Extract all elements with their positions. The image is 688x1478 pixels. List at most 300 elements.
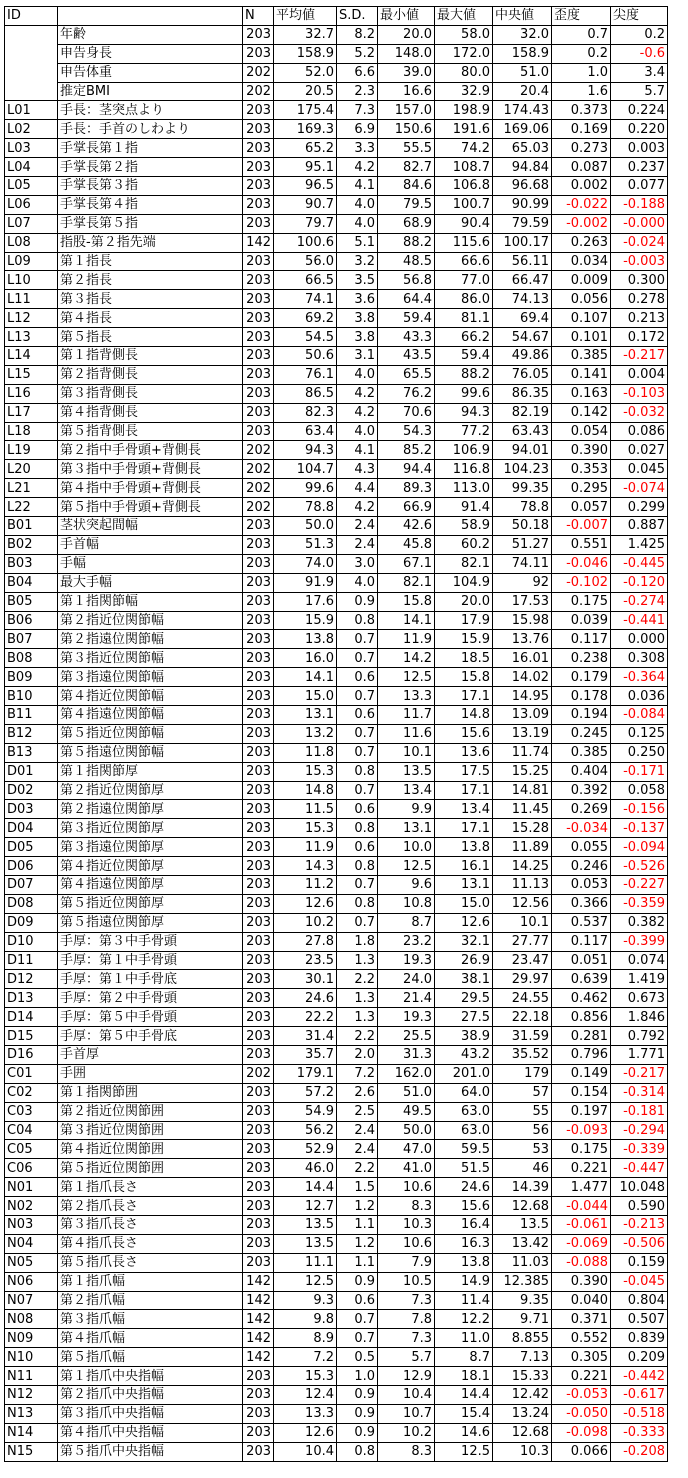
cell-sd: 0.7: [337, 875, 378, 894]
cell-sd: 3.1: [337, 347, 378, 366]
cell-kurtosis: -0.084: [611, 705, 668, 724]
cell-id: L19: [5, 441, 58, 460]
cell-kurtosis: 5.7: [611, 82, 668, 101]
table-row: [5, 1272, 668, 1291]
table-row: [5, 800, 668, 819]
cell-max: 113.0: [435, 479, 493, 498]
cell-id: [5, 25, 58, 44]
cell-n: 203: [243, 932, 274, 951]
cell-skewness: 0.175: [552, 1140, 611, 1159]
header-cell-min: 最小値: [378, 7, 435, 26]
cell-sd: 0.8: [337, 894, 378, 913]
cell-skewness: 0.269: [552, 800, 611, 819]
cell-min: 47.0: [378, 1140, 435, 1159]
cell-max: 18.1: [435, 1367, 493, 1386]
cell-name: 第２指背側長: [58, 365, 243, 384]
cell-median: 169.06: [493, 120, 552, 139]
cell-sd: 5.2: [337, 44, 378, 63]
cell-sd: 0.6: [337, 668, 378, 687]
table-row: [5, 120, 668, 139]
cell-sd: 1.5: [337, 1178, 378, 1197]
cell-min: 13.4: [378, 781, 435, 800]
cell-name: 手厚：第１中手骨底: [58, 970, 243, 989]
cell-sd: 4.0: [337, 365, 378, 384]
cell-id: D11: [5, 951, 58, 970]
cell-n: 203: [243, 1140, 274, 1159]
cell-max: 13.6: [435, 743, 493, 762]
table-row: [5, 1121, 668, 1140]
cell-id: B08: [5, 649, 58, 668]
cell-sd: 2.4: [337, 535, 378, 554]
cell-median: 35.52: [493, 1045, 552, 1064]
cell-name: 第４指爪中央指幅: [58, 1423, 243, 1442]
cell-name: 第５指長: [58, 328, 243, 347]
cell-max: 16.4: [435, 1216, 493, 1235]
cell-median: 100.17: [493, 233, 552, 252]
cell-mean: 46.0: [274, 1159, 337, 1178]
cell-max: 115.6: [435, 233, 493, 252]
cell-kurtosis: -0.094: [611, 838, 668, 857]
cell-kurtosis: 0.224: [611, 101, 668, 120]
cell-min: 11.9: [378, 630, 435, 649]
cell-max: 14.8: [435, 705, 493, 724]
cell-max: 116.8: [435, 460, 493, 479]
cell-sd: 2.4: [337, 1140, 378, 1159]
cell-id: [5, 44, 58, 63]
cell-skewness: 0.051: [552, 951, 611, 970]
cell-name: 年齢: [58, 25, 243, 44]
cell-id: B12: [5, 724, 58, 743]
cell-skewness: 0.163: [552, 384, 611, 403]
cell-sd: 1.8: [337, 932, 378, 951]
cell-min: 89.3: [378, 479, 435, 498]
cell-mean: 13.5: [274, 1234, 337, 1253]
table-row: [5, 1253, 668, 1272]
cell-n: 203: [243, 120, 274, 139]
cell-skewness: 0.179: [552, 668, 611, 687]
cell-skewness: -0.088: [552, 1253, 611, 1272]
cell-mean: 9.3: [274, 1291, 337, 1310]
cell-max: 13.4: [435, 800, 493, 819]
cell-mean: 169.3: [274, 120, 337, 139]
cell-median: 74.13: [493, 290, 552, 309]
cell-max: 13.1: [435, 875, 493, 894]
cell-mean: 35.7: [274, 1045, 337, 1064]
cell-skewness: 0.552: [552, 1329, 611, 1348]
cell-min: 8.7: [378, 913, 435, 932]
cell-min: 13.1: [378, 819, 435, 838]
cell-n: 202: [243, 479, 274, 498]
cell-min: 82.1: [378, 573, 435, 592]
cell-min: 150.6: [378, 120, 435, 139]
table-row: [5, 1027, 668, 1046]
cell-sd: 1.3: [337, 1008, 378, 1027]
cell-name: 第５指背側長: [58, 422, 243, 441]
cell-skewness: -0.022: [552, 195, 611, 214]
cell-id: D13: [5, 989, 58, 1008]
cell-id: D08: [5, 894, 58, 913]
cell-kurtosis: -0.045: [611, 1272, 668, 1291]
cell-max: 108.7: [435, 158, 493, 177]
cell-id: D14: [5, 1008, 58, 1027]
cell-kurtosis: 1.425: [611, 535, 668, 554]
cell-max: 90.4: [435, 214, 493, 233]
cell-mean: 95.1: [274, 158, 337, 177]
cell-max: 51.5: [435, 1159, 493, 1178]
cell-mean: 52.9: [274, 1140, 337, 1159]
table-row: [5, 705, 668, 724]
cell-mean: 11.1: [274, 1253, 337, 1272]
cell-mean: 13.2: [274, 724, 337, 743]
cell-id: N14: [5, 1423, 58, 1442]
cell-max: 66.2: [435, 328, 493, 347]
cell-sd: 4.1: [337, 441, 378, 460]
cell-n: 203: [243, 347, 274, 366]
table-row: [5, 384, 668, 403]
cell-min: 13.3: [378, 687, 435, 706]
cell-id: L07: [5, 214, 58, 233]
cell-max: 18.5: [435, 649, 493, 668]
cell-max: 59.5: [435, 1140, 493, 1159]
cell-sd: 1.2: [337, 1234, 378, 1253]
cell-n: 203: [243, 1423, 274, 1442]
cell-name: 第３指背側長: [58, 384, 243, 403]
cell-id: B11: [5, 705, 58, 724]
cell-median: 12.385: [493, 1272, 552, 1291]
cell-max: 106.8: [435, 177, 493, 196]
cell-min: 43.3: [378, 328, 435, 347]
cell-min: 59.4: [378, 309, 435, 328]
cell-skewness: 0.385: [552, 347, 611, 366]
cell-kurtosis: -0.171: [611, 762, 668, 781]
table-row: [5, 479, 668, 498]
cell-min: 24.0: [378, 970, 435, 989]
cell-kurtosis: 0.036: [611, 687, 668, 706]
cell-n: 203: [243, 309, 274, 328]
cell-n: 203: [243, 554, 274, 573]
cell-min: 14.2: [378, 649, 435, 668]
cell-skewness: 0.039: [552, 611, 611, 630]
cell-skewness: 0.117: [552, 630, 611, 649]
cell-n: 203: [243, 649, 274, 668]
cell-min: 65.5: [378, 365, 435, 384]
cell-n: 202: [243, 1064, 274, 1083]
cell-skewness: 0.796: [552, 1045, 611, 1064]
cell-min: 19.3: [378, 1008, 435, 1027]
cell-max: 15.8: [435, 668, 493, 687]
cell-id: L02: [5, 120, 58, 139]
cell-sd: 0.7: [337, 1310, 378, 1329]
cell-max: 77.0: [435, 271, 493, 290]
cell-max: 32.9: [435, 82, 493, 101]
cell-min: 9.9: [378, 800, 435, 819]
cell-skewness: -0.093: [552, 1121, 611, 1140]
cell-sd: 3.3: [337, 139, 378, 158]
cell-n: 203: [243, 328, 274, 347]
cell-n: 203: [243, 819, 274, 838]
cell-n: 203: [243, 25, 274, 44]
cell-max: 17.1: [435, 819, 493, 838]
cell-median: 15.25: [493, 762, 552, 781]
cell-min: 84.6: [378, 177, 435, 196]
cell-name: 手掌長第３指: [58, 177, 243, 196]
cell-mean: 14.4: [274, 1178, 337, 1197]
cell-min: 79.5: [378, 195, 435, 214]
table-row: [5, 63, 668, 82]
cell-kurtosis: 0.250: [611, 743, 668, 762]
cell-median: 49.86: [493, 347, 552, 366]
cell-sd: 8.2: [337, 25, 378, 44]
table-row: [5, 762, 668, 781]
cell-skewness: 0.054: [552, 422, 611, 441]
cell-name: 第１指爪中央指幅: [58, 1367, 243, 1386]
cell-max: 15.9: [435, 630, 493, 649]
cell-id: B02: [5, 535, 58, 554]
cell-min: 94.4: [378, 460, 435, 479]
table-row: [5, 1064, 668, 1083]
cell-skewness: 0.221: [552, 1159, 611, 1178]
cell-name: 第２指爪中央指幅: [58, 1386, 243, 1405]
cell-name: 第３指爪幅: [58, 1310, 243, 1329]
cell-median: 50.18: [493, 517, 552, 536]
cell-id: B05: [5, 592, 58, 611]
cell-skewness: 0.175: [552, 592, 611, 611]
cell-name: 第３指遠位関節幅: [58, 668, 243, 687]
cell-sd: 0.7: [337, 781, 378, 800]
cell-skewness: 0.385: [552, 743, 611, 762]
cell-min: 14.1: [378, 611, 435, 630]
cell-name: 第２指遠位関節厚: [58, 800, 243, 819]
cell-skewness: -0.061: [552, 1216, 611, 1235]
header-cell-n: N: [243, 7, 274, 26]
cell-id: N03: [5, 1216, 58, 1235]
cell-mean: 9.8: [274, 1310, 337, 1329]
table-row: [5, 460, 668, 479]
cell-median: 96.68: [493, 177, 552, 196]
cell-min: 49.5: [378, 1102, 435, 1121]
cell-skewness: 0.221: [552, 1367, 611, 1386]
cell-min: 157.0: [378, 101, 435, 120]
cell-id: D10: [5, 932, 58, 951]
table-row: [5, 1140, 668, 1159]
cell-n: 203: [243, 403, 274, 422]
cell-id: L05: [5, 177, 58, 196]
cell-kurtosis: 0.027: [611, 441, 668, 460]
cell-median: 11.89: [493, 838, 552, 857]
cell-max: 106.9: [435, 441, 493, 460]
cell-sd: 0.7: [337, 630, 378, 649]
cell-median: 11.74: [493, 743, 552, 762]
cell-median: 12.42: [493, 1386, 552, 1405]
table-row: [5, 252, 668, 271]
cell-n: 203: [243, 1083, 274, 1102]
cell-min: 25.5: [378, 1027, 435, 1046]
cell-median: 12.68: [493, 1423, 552, 1442]
table-row: [5, 951, 668, 970]
table-row: [5, 875, 668, 894]
cell-min: 10.6: [378, 1178, 435, 1197]
cell-name: 第２指遠位関節幅: [58, 630, 243, 649]
cell-min: 8.3: [378, 1197, 435, 1216]
cell-min: 16.6: [378, 82, 435, 101]
cell-id: D01: [5, 762, 58, 781]
cell-kurtosis: 0.237: [611, 158, 668, 177]
cell-skewness: 0.142: [552, 403, 611, 422]
cell-kurtosis: 0.077: [611, 177, 668, 196]
cell-skewness: -0.050: [552, 1404, 611, 1423]
cell-n: 203: [243, 422, 274, 441]
cell-mean: 82.3: [274, 403, 337, 422]
cell-median: 74.11: [493, 554, 552, 573]
cell-min: 7.3: [378, 1291, 435, 1310]
cell-min: 82.7: [378, 158, 435, 177]
cell-name: 手囲: [58, 1064, 243, 1083]
cell-mean: 100.6: [274, 233, 337, 252]
cell-mean: 12.7: [274, 1197, 337, 1216]
cell-median: 79.59: [493, 214, 552, 233]
cell-mean: 11.5: [274, 800, 337, 819]
cell-mean: 91.9: [274, 573, 337, 592]
cell-median: 9.71: [493, 1310, 552, 1329]
table-row: [5, 1216, 668, 1235]
cell-median: 56.11: [493, 252, 552, 271]
cell-mean: 63.4: [274, 422, 337, 441]
cell-name: 第１指関節幅: [58, 592, 243, 611]
cell-mean: 14.3: [274, 857, 337, 876]
cell-median: 31.59: [493, 1027, 552, 1046]
cell-n: 203: [243, 271, 274, 290]
cell-skewness: 0.055: [552, 838, 611, 857]
cell-id: L13: [5, 328, 58, 347]
cell-mean: 54.5: [274, 328, 337, 347]
cell-n: 203: [243, 1216, 274, 1235]
table-row: [5, 177, 668, 196]
cell-skewness: 0.141: [552, 365, 611, 384]
table-row: [5, 573, 668, 592]
cell-n: 203: [243, 139, 274, 158]
cell-median: 13.76: [493, 630, 552, 649]
cell-n: 203: [243, 365, 274, 384]
cell-sd: 4.0: [337, 195, 378, 214]
cell-skewness: 0.246: [552, 857, 611, 876]
cell-sd: 2.2: [337, 1159, 378, 1178]
header-cell-kurtosis: 尖度: [611, 7, 668, 26]
cell-id: B13: [5, 743, 58, 762]
cell-sd: 0.7: [337, 724, 378, 743]
cell-median: 174.43: [493, 101, 552, 120]
cell-skewness: 0.390: [552, 441, 611, 460]
cell-kurtosis: -0.6: [611, 44, 668, 63]
cell-n: 203: [243, 724, 274, 743]
cell-sd: 0.6: [337, 838, 378, 857]
cell-sd: 0.7: [337, 913, 378, 932]
cell-sd: 1.3: [337, 951, 378, 970]
cell-sd: 5.1: [337, 233, 378, 252]
cell-median: 27.77: [493, 932, 552, 951]
cell-id: L03: [5, 139, 58, 158]
cell-id: D03: [5, 800, 58, 819]
cell-kurtosis: -0.074: [611, 479, 668, 498]
cell-skewness: 0.149: [552, 1064, 611, 1083]
cell-median: 24.55: [493, 989, 552, 1008]
cell-sd: 0.8: [337, 762, 378, 781]
cell-name: 第４指近位関節幅: [58, 687, 243, 706]
cell-median: 63.43: [493, 422, 552, 441]
cell-skewness: 0.040: [552, 1291, 611, 1310]
cell-kurtosis: 0.590: [611, 1197, 668, 1216]
cell-name: 第４指中手骨頭+背側長: [58, 479, 243, 498]
cell-skewness: 0.169: [552, 120, 611, 139]
cell-id: L17: [5, 403, 58, 422]
cell-n: 203: [243, 573, 274, 592]
cell-name: 手厚：第５中手骨頭: [58, 1008, 243, 1027]
cell-sd: 2.6: [337, 1083, 378, 1102]
cell-min: 56.8: [378, 271, 435, 290]
table-row: [5, 365, 668, 384]
table-row: [5, 1404, 668, 1423]
cell-mean: 66.5: [274, 271, 337, 290]
cell-kurtosis: 0.045: [611, 460, 668, 479]
cell-median: 20.4: [493, 82, 552, 101]
cell-sd: 1.1: [337, 1253, 378, 1272]
cell-n: 203: [243, 989, 274, 1008]
cell-median: 11.03: [493, 1253, 552, 1272]
cell-kurtosis: -0.217: [611, 347, 668, 366]
table-row: [5, 82, 668, 101]
cell-kurtosis: -0.441: [611, 611, 668, 630]
table-row: [5, 1442, 668, 1461]
cell-skewness: -0.002: [552, 214, 611, 233]
cell-min: 15.8: [378, 592, 435, 611]
cell-mean: 7.2: [274, 1348, 337, 1367]
cell-mean: 104.7: [274, 460, 337, 479]
cell-n: 203: [243, 1253, 274, 1272]
cell-min: 31.3: [378, 1045, 435, 1064]
cell-n: 202: [243, 460, 274, 479]
cell-n: 203: [243, 1178, 274, 1197]
cell-sd: 2.4: [337, 517, 378, 536]
table-row: [5, 1178, 668, 1197]
table-row: [5, 989, 668, 1008]
cell-name: 第２指近位関節幅: [58, 611, 243, 630]
cell-name: 第５指遠位関節幅: [58, 743, 243, 762]
cell-n: 203: [243, 1102, 274, 1121]
cell-n: 203: [243, 384, 274, 403]
cell-id: N05: [5, 1253, 58, 1272]
cell-n: 142: [243, 1310, 274, 1329]
cell-sd: 2.0: [337, 1045, 378, 1064]
cell-median: 92: [493, 573, 552, 592]
cell-name: 第２指近位関節囲: [58, 1102, 243, 1121]
cell-skewness: 1.6: [552, 82, 611, 101]
cell-skewness: 0.371: [552, 1310, 611, 1329]
cell-min: 48.5: [378, 252, 435, 271]
cell-name: 第４指長: [58, 309, 243, 328]
cell-mean: 65.2: [274, 139, 337, 158]
cell-max: 13.8: [435, 1253, 493, 1272]
cell-n: 203: [243, 1404, 274, 1423]
cell-kurtosis: 0.000: [611, 630, 668, 649]
cell-sd: 2.2: [337, 970, 378, 989]
table-row: [5, 1367, 668, 1386]
table-row: [5, 743, 668, 762]
cell-skewness: 0.353: [552, 460, 611, 479]
cell-name: 第３指爪長さ: [58, 1216, 243, 1235]
cell-n: 203: [243, 1121, 274, 1140]
cell-id: L09: [5, 252, 58, 271]
cell-mean: 56.0: [274, 252, 337, 271]
cell-kurtosis: -0.445: [611, 554, 668, 573]
